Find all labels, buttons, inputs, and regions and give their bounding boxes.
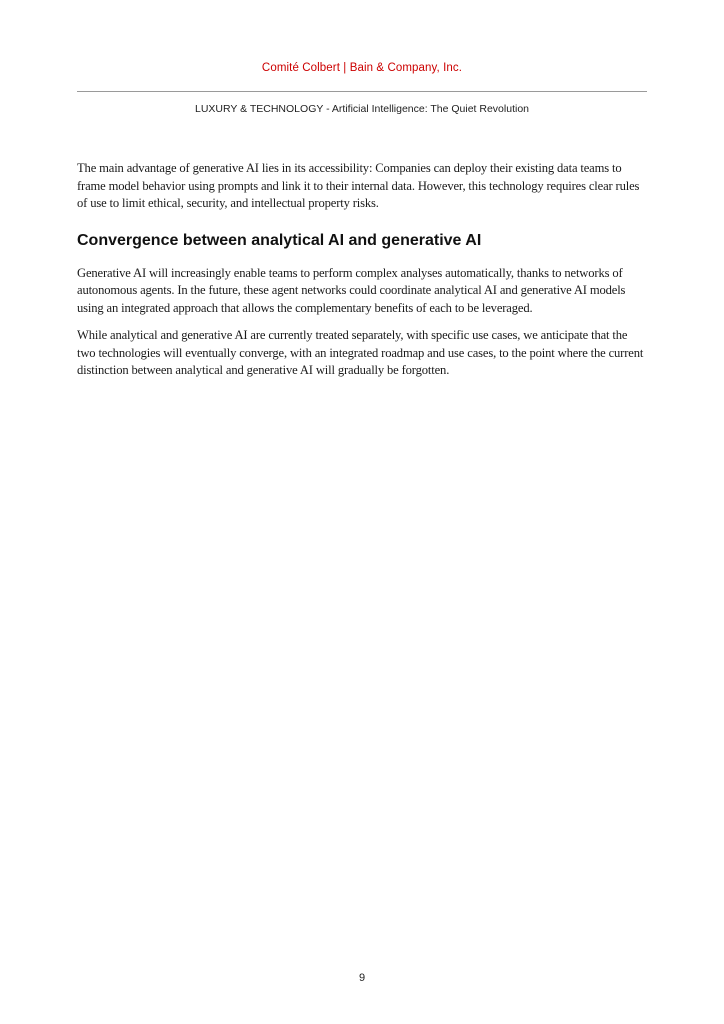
section-heading: Convergence between analytical AI and generative AI xyxy=(77,231,482,249)
header-brand: Comité Colbert | Bain & Company, Inc. xyxy=(261,62,463,74)
page-content xyxy=(77,160,647,380)
intro-paragraph: The main advantage of generative AI lies in its accessibility: Companies can deploy their existing data teams to frame model behavior using prompts and link it to their internal data. However, this technology requires clear rules of use to limit ethical, security, and intellectual property risks. xyxy=(77,161,640,210)
page-number: 9 xyxy=(358,972,366,984)
section-paragraph-2: While analytical and generative AI are currently treated separately, with specific use cases, we anticipate that the two technologies will eventually converge, with an integrated roadmap and use cases, to the point where the current distinction between analytical and generative AI will gradually be forgotten. xyxy=(77,328,644,377)
document-subtitle: LUXURY & TECHNOLOGY - Artificial Intelligence: The Quiet Revolution xyxy=(194,103,529,115)
header-divider xyxy=(77,91,647,92)
section-paragraph-1: Generative AI will increasingly enable teams to perform complex analyses automatically, thanks to networks of autonomous agents. In the future, these agent networks could coordinate analytical AI and generative AI models using an integrated approach that allows the complementary benefits of each to be leveraged. xyxy=(77,265,626,315)
